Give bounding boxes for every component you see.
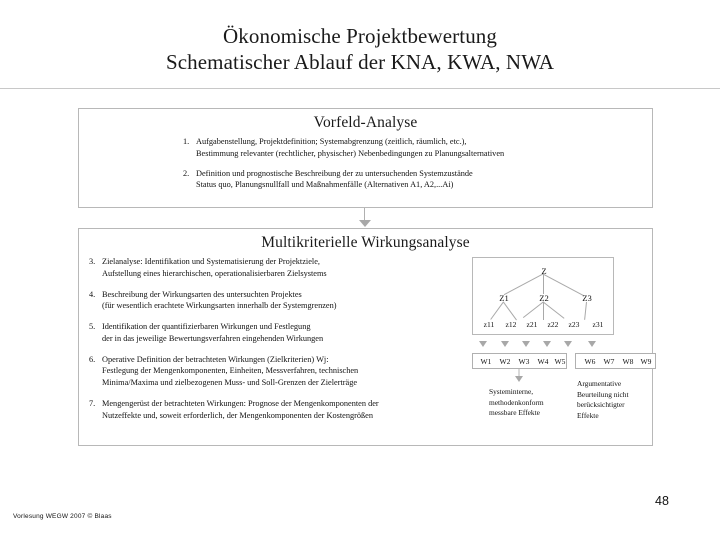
w-group-right-box xyxy=(575,353,656,369)
list-item-line: Festlegung der Mengenkomponenten, Einheiten, Messverfahren, technischen xyxy=(102,366,359,376)
w-label: W4 xyxy=(537,357,549,366)
w-label: W2 xyxy=(499,357,511,366)
w-group-left-box xyxy=(472,353,567,369)
tree-edge xyxy=(543,302,564,319)
tree-leaf-z31: z31 xyxy=(592,320,604,329)
panel-vorfeld-heading: Vorfeld-Analyse xyxy=(313,114,418,131)
list-item-line: Beschreibung der Wirkungsarten des untersuchten Projektes xyxy=(102,289,302,299)
zielsystem-tree-box xyxy=(472,257,614,335)
down-arrow-icon xyxy=(564,341,572,347)
list-item-line: Aufstellung eines hierarchischen, operationalisierbaren Zielsystems xyxy=(102,268,327,278)
w-label: W5 xyxy=(554,357,566,366)
list-item-line: Operative Definition der betrachteten Wirkungen (Zielkriterien) Wj: xyxy=(102,354,329,364)
caption-systeminterne-effekte xyxy=(489,387,569,419)
list-item-number: 1. xyxy=(183,137,190,146)
tree-edge xyxy=(584,302,587,320)
page-number: 48 xyxy=(655,494,669,508)
caption-line: Effekte xyxy=(577,411,599,421)
w-label: W6 xyxy=(584,357,596,366)
list-item-line: Mengengerüst der betrachteten Wirkungen: Prognose der Mengenkomponenten der xyxy=(102,399,379,409)
w-label: W9 xyxy=(640,357,652,366)
tree-leaf-z22: z22 xyxy=(547,320,559,329)
list-item-line: Bestimmung relevanter (rechtlicher, physischer) Nebenbedingungen zu Planungsalternativen xyxy=(196,148,505,158)
tree-edge xyxy=(523,301,544,318)
tree-leaf-z11: z11 xyxy=(483,320,495,329)
w-label: W8 xyxy=(622,357,634,366)
list-item-line: Definition und prognostische Beschreibung der zu untersuchenden Systemzustände xyxy=(196,168,473,178)
list-item-number: 5. xyxy=(89,322,96,332)
list-item-line: Minima/Maxima und zielbezogenen Muss- und Soll-Grenzen der Zielerträge xyxy=(102,378,358,388)
zielsystem-diagram xyxy=(467,257,652,435)
list-item-line: Nutzeffekte und, soweit erforderlich, der Mengenkomponenten der Kostengrößen xyxy=(102,410,374,420)
tree-node-z2: Z2 xyxy=(539,293,549,303)
list-item-number: 3. xyxy=(89,257,96,266)
panel-multikriterielle-wirkungsanalyse xyxy=(78,228,653,446)
list-item-line: Status quo, Planungsnullfall und Maßnahmenfälle (Alternativen A1, A2,...Ai) xyxy=(196,180,454,190)
tree-leaf-z21: z21 xyxy=(526,320,538,329)
list-item-number: 6. xyxy=(89,354,96,364)
caption-line: Beurteilung nicht xyxy=(577,389,629,399)
page-title-line-1: Ökonomische Projektbewertung xyxy=(223,24,497,48)
panel-vorfeld-item-list xyxy=(79,136,652,191)
tree-edge xyxy=(490,301,504,319)
caption-line: Systeminterne, xyxy=(489,387,534,396)
down-arrow-icon xyxy=(359,208,371,228)
panel-vorfeld-analyse xyxy=(78,108,653,208)
page-title xyxy=(0,24,720,75)
tree-leaf-z23: z23 xyxy=(568,320,580,329)
down-arrow-icon xyxy=(543,341,551,347)
page-title-line-2: Schematischer Ablauf der KNA, KWA, NWA xyxy=(165,49,555,74)
down-arrow-icon xyxy=(479,341,487,347)
down-arrow-icon xyxy=(588,341,596,347)
list-item-number: 4. xyxy=(89,289,96,299)
down-arrow-icon xyxy=(522,341,530,347)
w-label: W3 xyxy=(518,357,530,366)
caption-line: Argumentative xyxy=(577,379,622,388)
caption-line: berücksichtigter xyxy=(577,400,625,410)
tree-edge xyxy=(543,274,544,294)
caption-argumentative-beurteilung xyxy=(577,379,657,422)
list-item xyxy=(183,136,652,160)
panel-multi-heading: Multikriterielle Wirkungsanalyse xyxy=(261,234,470,251)
tree-edge xyxy=(544,274,584,296)
list-item-line: Identifikation der quantifizierbaren Wirkungen und Festlegung xyxy=(102,322,311,332)
arrow-head xyxy=(359,220,371,227)
footer-credit: Vorlesung WEGW 2007 © Blaas xyxy=(13,513,112,520)
caption-line: methodenkonform xyxy=(489,397,544,407)
list-item-line: Aufgabenstellung, Projektdefinition; Systemabgrenzung (zeitlich, räumlich, etc.), xyxy=(196,137,467,146)
list-item-number: 7. xyxy=(89,399,96,409)
tree-edge xyxy=(504,273,544,295)
list-item xyxy=(183,168,652,192)
w-label: W1 xyxy=(480,357,492,366)
w-label: W7 xyxy=(603,357,615,366)
title-divider xyxy=(0,88,720,89)
list-item-line: Zielanalyse: Identifikation und Systematisierung der Projektziele, xyxy=(102,257,320,266)
list-item-number: 2. xyxy=(183,168,190,178)
caption-line: messbare Effekte xyxy=(489,408,540,418)
list-item-line: (für wesentlich erachtete Wirkungsarten innerhalb der Systemgrenzen) xyxy=(102,301,337,311)
tree-edge xyxy=(503,302,517,320)
list-item-line: der in das jeweilige Bewertungsverfahren eingehenden Wirkungen xyxy=(102,333,324,343)
tree-node-z1: Z1 xyxy=(499,293,509,303)
down-arrow-icon xyxy=(515,376,523,382)
tree-node-root: Z xyxy=(541,266,547,276)
tree-leaf-z12: z12 xyxy=(505,320,517,329)
down-arrow-icon xyxy=(501,341,509,347)
tree-edge xyxy=(543,302,544,320)
tree-node-z3: Z3 xyxy=(582,293,592,303)
